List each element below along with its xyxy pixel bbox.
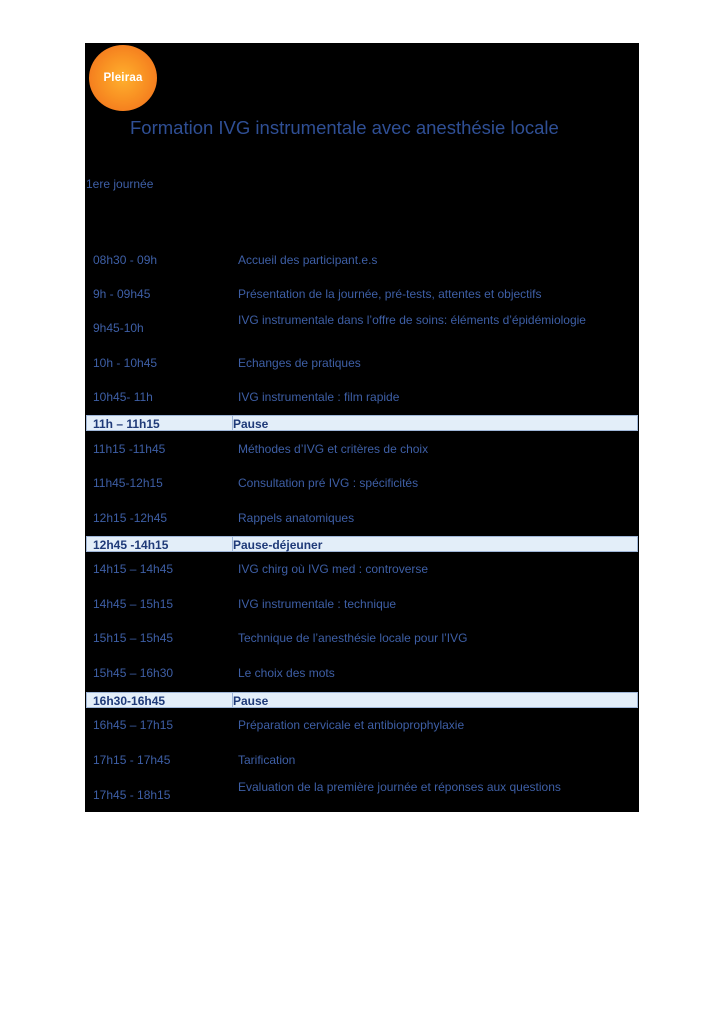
pleiraa-logo [89,45,157,111]
schedule-row [85,511,639,527]
row-time: 9h45-10h [93,321,144,335]
schedule-row [85,476,639,492]
break-time: 12h45 -14h15 [93,538,169,552]
row-activity: Evaluation de la première journée et réponses aux questions [238,780,561,794]
schedule-row [85,631,639,647]
row-activity: IVG instrumentale dans l’offre de soins: éléments d’épidémiologie [238,313,586,327]
row-time: 14h15 – 14h45 [93,562,174,576]
row-time: 9h - 09h45 [93,287,151,301]
row-time: 16h45 – 17h15 [93,718,174,732]
schedule-row [85,253,639,269]
row-time: 11h45-12h15 [93,476,163,490]
row-time: 12h15 -12h45 [93,511,168,525]
schedule-row [85,390,639,406]
row-activity: Présentation de la journée, pré-tests, attentes et objectifs [238,287,542,301]
break-time: 16h30-16h45 [93,694,166,708]
row-activity: IVG instrumentale : film rapide [238,390,400,404]
schedule-row [85,666,639,682]
schedule-row [85,562,639,578]
break-label: Pause [233,694,269,708]
schedule-row [85,356,639,372]
break-row [86,536,638,552]
schedule-row [85,780,639,804]
row-time: 17h45 - 18h15 [93,788,171,802]
row-activity: Méthodes d’IVG et critères de choix [238,442,429,456]
row-time: 17h15 - 17h45 [93,753,171,767]
break-row [86,415,638,431]
row-time: 11h15 -11h45 [93,442,166,456]
row-time: 14h45 – 15h15 [93,597,174,611]
logo-text: Pleiraa [103,72,143,84]
row-activity: Rappels anatomiques [238,511,355,525]
break-label: Pause [233,417,269,431]
schedule-row [85,597,639,613]
row-activity: Echanges de pratiques [238,356,361,370]
row-time: 08h30 - 09h [93,253,158,267]
row-time: 15h15 – 15h45 [93,631,174,645]
schedule-row [85,442,639,458]
break-row [86,692,638,708]
row-activity: IVG instrumentale : technique [238,597,397,611]
row-activity: IVG chirg où IVG med : controverse [238,562,429,576]
row-time: 10h - 10h45 [93,356,158,370]
row-time: 15h45 – 16h30 [93,666,174,680]
break-label: Pause-déjeuner [233,538,323,552]
schedule-row [85,287,639,303]
schedule-row [85,313,639,337]
schedule-row [85,753,639,769]
page-title: Formation IVG instrumentale avec anesthésie locale [130,117,559,138]
row-activity: Préparation cervicale et antibioprophylaxie [238,718,465,732]
day-label: 1ere journée [86,177,154,191]
row-activity: Le choix des mots [238,666,335,680]
schedule-row [85,718,639,734]
row-activity: Accueil des participant.e.s [238,253,378,267]
row-time: 10h45- 11h [93,390,153,404]
row-activity: Technique de l’anesthésie locale pour l’IVG [238,631,468,645]
row-activity: Consultation pré IVG : spécificités [238,476,419,490]
row-activity: Tarification [238,753,296,767]
break-time: 11h – 11h15 [93,417,160,431]
